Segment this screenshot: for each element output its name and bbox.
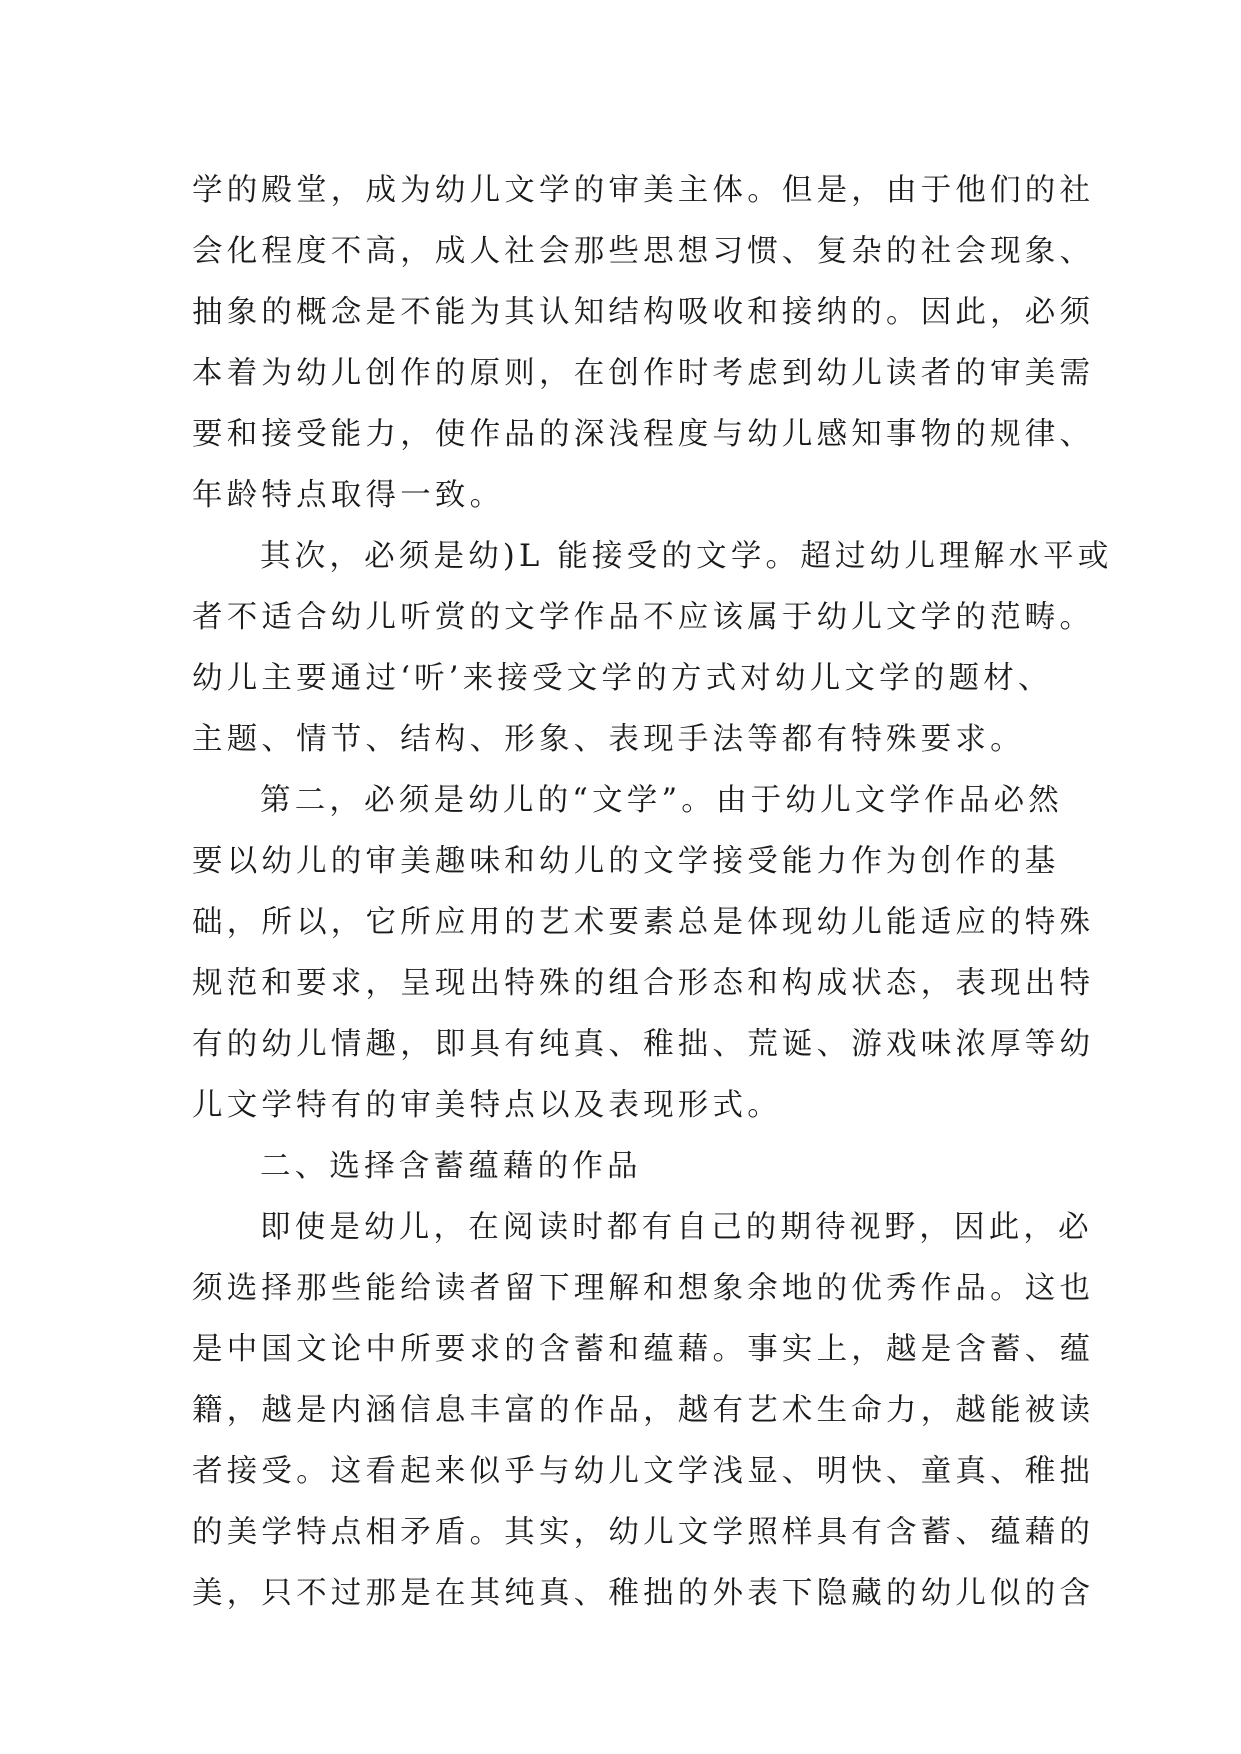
text-line: 会化程度不高，成人社会那些思想习惯、复杂的社会现象、 (192, 234, 1095, 269)
text-line: 要和接受能力，使作品的深浅程度与幼儿感知事物的规律、 (192, 417, 1095, 452)
text-line: 美，只不过那是在其纯真、稚拙的外表下隐藏的幼儿似的含 (192, 1576, 1095, 1611)
text-line: 学的殿堂，成为幼儿文学的审美主体。但是，由于他们的社 (192, 173, 1095, 208)
text-line: 有的幼儿情趣，即具有纯真、稚拙、荒诞、游戏味浓厚等幼 (192, 1027, 1095, 1062)
text-line: 规范和要求，呈现出特殊的组合形态和构成状态，表现出特 (192, 966, 1095, 1001)
text-line: 幼儿主要通过‘听’来接受文学的方式对幼儿文学的题材、 (192, 661, 1053, 696)
text-line: 即使是幼儿，在阅读时都有自己的期待视野，因此，必 (260, 1210, 1093, 1245)
text-line: 须选择那些能给读者留下理解和想象余地的优秀作品。这也 (192, 1271, 1095, 1306)
text-line: 其次，必须是幼)L 能接受的文学。超过幼儿理解水平或 (260, 539, 1113, 574)
text-line: 籍，越是内涵信息丰富的作品，越有艺术生命力，越能被读 (192, 1393, 1095, 1428)
text-line: 主题、情节、结构、形象、表现手法等都有特殊要求。 (192, 722, 1025, 757)
text-line: 者接受。这看起来似乎与幼儿文学浅显、明快、童真、稚拙 (192, 1454, 1095, 1489)
text-line: 年龄特点取得一致。 (192, 478, 505, 513)
text-line: 的美学特点相矛盾。其实，幼儿文学照样具有含蓄、蕴藉的 (192, 1515, 1095, 1550)
text-line: 础，所以，它所应用的艺术要素总是体现幼儿能适应的特殊 (192, 905, 1095, 940)
text-line: 二、选择含蓄蕴藉的作品 (260, 1149, 642, 1184)
text-line: 抽象的概念是不能为其认知结构吸收和接纳的。因此，必须 (192, 295, 1095, 330)
text-line: 第二，必须是幼儿的“文学”。由于幼儿文学作品必然 (260, 783, 1063, 818)
text-line: 要以幼儿的审美趣味和幼儿的文学接受能力作为创作的基 (192, 844, 1060, 879)
text-line: 儿文学特有的审美特点以及表现形式。 (192, 1088, 782, 1123)
text-line: 是中国文论中所要求的含蓄和蕴藉。事实上，越是含蓄、蕴 (192, 1332, 1095, 1367)
text-line: 本着为幼儿创作的原则，在创作时考虑到幼儿读者的审美需 (192, 356, 1095, 391)
body-text (192, 160, 1113, 1624)
text-line: 者不适合幼儿听赏的文学作品不应该属于幼儿文学的范畴。 (192, 600, 1095, 635)
